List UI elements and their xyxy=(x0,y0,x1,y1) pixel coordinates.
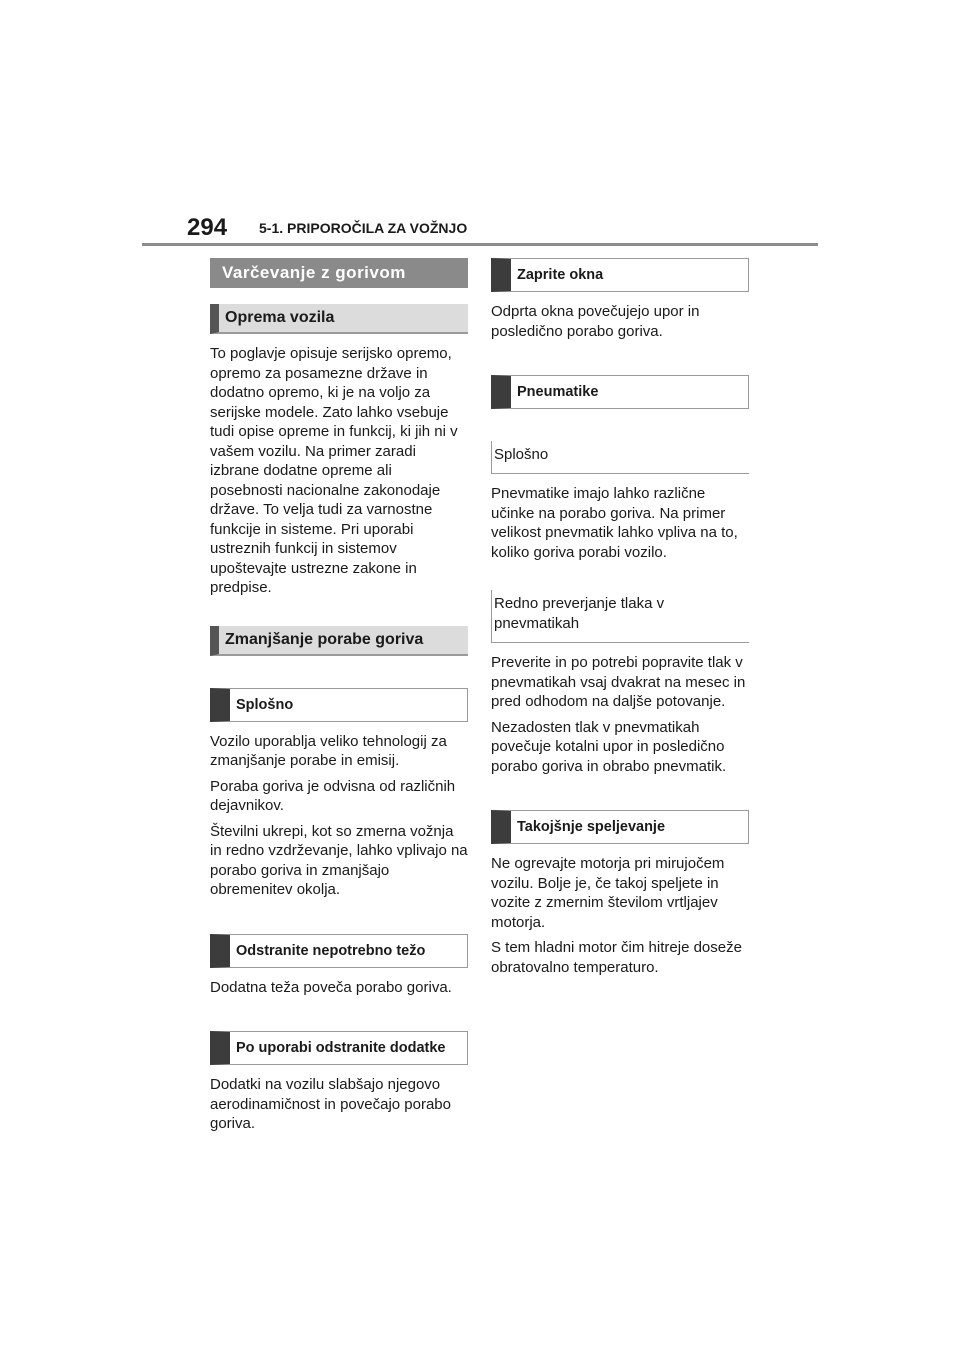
heading-general: Splošno xyxy=(210,688,468,722)
general-text-1: Vozilo uporablja veliko tehnologij za zmanjšanje porabe in emisij. xyxy=(210,732,447,769)
vehicle-equipment-text: To poglavje opisuje serijsko opremo, opremo za posamezne države in dodatno opremo, ki je na voljo za serijske modele. Zato lahko vsebuje tudi opise opreme in funkcij, ki jih ni v vašem vozilu. Na primer zaradi izbrane dodatne opreme ali posebnosti nacionalne zakonodaje države. To velja tudi za varnostne funkcije in sisteme. Pri uporabi ustreznih funkcij in sistemov upoštevajte ustrezne zakone in predpise. xyxy=(210,345,458,596)
heading-tyre-pressure: Redno preverjanje tlaka v pnevmatikah xyxy=(491,590,749,643)
general-text-3: Številni ukrepi, kot so zmerna vožnja in redno vzdrževanje, lahko vplivajo na porabo goriva in zmanjšajo obremenitev okolja. xyxy=(210,822,468,898)
section-title: 5-1. PRIPOROČILA ZA VOŽNJO xyxy=(259,220,468,236)
chapter-heading: Varčevanje z gorivom xyxy=(210,258,468,288)
right-column xyxy=(491,258,749,983)
heading-reduce-consumption: Zmanjšanje porabe goriva xyxy=(210,626,468,656)
tyre-pressure-text-2: Nezadosten tlak v pnevmatikah povečuje kotalni upor in posledično porabo goriva in obrabo pnevmatik. xyxy=(491,718,727,775)
heading-drive-off: Takojšnje speljevanje xyxy=(491,810,749,844)
left-column xyxy=(210,258,468,1140)
header-divider xyxy=(142,243,818,246)
heading-tyres: Pneumatike xyxy=(491,375,749,409)
heading-remove-weight: Odstranite nepotrebno težo xyxy=(210,934,468,968)
tyres-general-text: Pnevmatike imajo lahko različne učinke na porabo goriva. Na primer velikost pnevmatik lahko vpliva na to, koliko goriva porabi vozilo. xyxy=(491,485,738,561)
drive-off-text-1: Ne ogrevajte motorja pri mirujočem vozilu. Bolje je, če takoj speljete in vozite z zmernim številom vrtljajev motorja. xyxy=(491,855,725,931)
heading-vehicle-equipment: Oprema vozila xyxy=(210,304,468,334)
heading-close-windows: Zaprite okna xyxy=(491,258,749,292)
heading-remove-accessories: Po uporabi odstranite dodatke xyxy=(210,1031,468,1065)
drive-off-text-2: S tem hladni motor čim hitreje doseže obratovalno temperaturo. xyxy=(491,939,742,976)
page-number: 294 xyxy=(187,214,228,241)
general-text-2: Poraba goriva je odvisna od različnih dejavnikov. xyxy=(210,777,456,814)
tyre-pressure-text-1: Preverite in po potrebi popravite tlak v pnevmatikah vsaj dvakrat na mesec in pred odhodom na daljše potovanje. xyxy=(491,654,746,710)
remove-accessories-text: Dodatki na vozilu slabšajo njegovo aerodinamičnost in povečajo porabo goriva. xyxy=(210,1076,451,1132)
heading-tyres-general: Splošno xyxy=(491,441,749,474)
remove-weight-text: Dodatna teža poveča porabo goriva. xyxy=(210,978,452,996)
close-windows-text: Odprta okna povečujejo upor in posledično porabo goriva. xyxy=(491,303,700,340)
